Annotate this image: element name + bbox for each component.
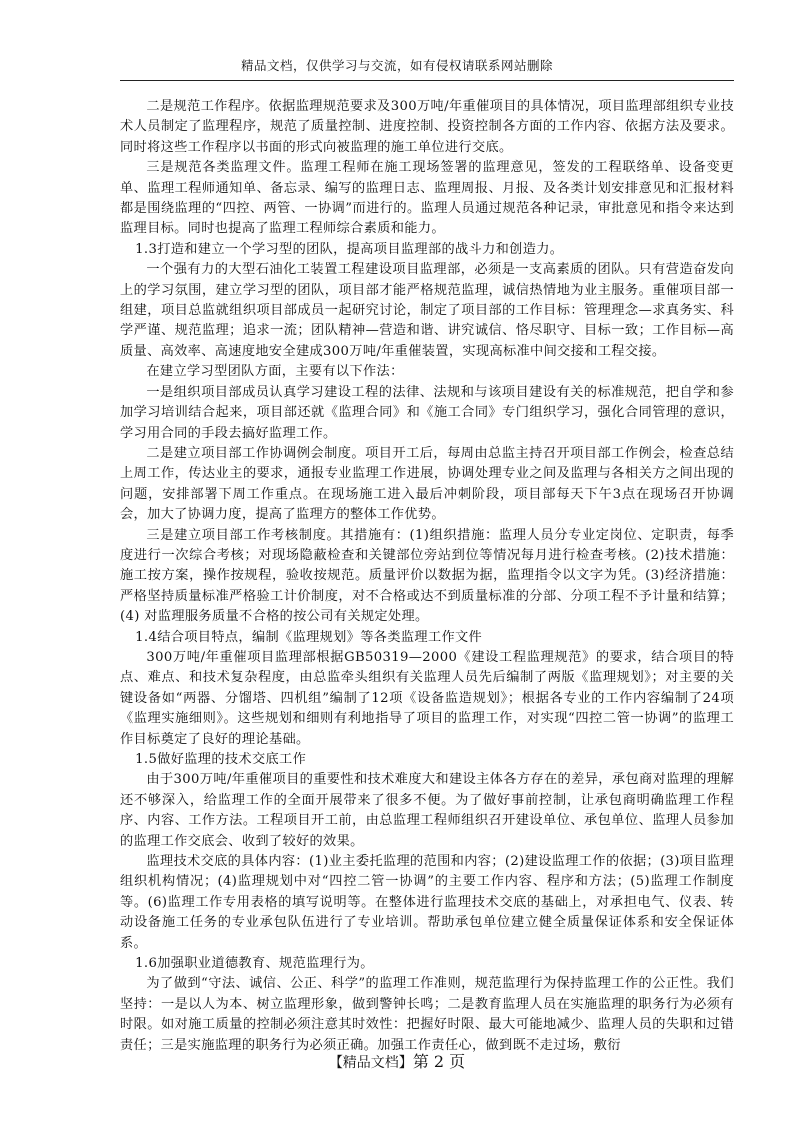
paragraph: 300万吨/年重催项目监理部根据GB50319—2000《建设工程监理规范》的要求，结合项目的特点、难点、和技术复杂程度，由总监牵头组织有关监理人员先后编制了两版《监理规划》；对主要的关键设备如“两器、分馏塔、四机组”编制了12项《设备监造规划》；根据各专业的工作内容编制了24项《监理实施细则》。这些规划和细则有利地指导了项目的监理工作，对实现“四控二管一协调”的监理工作目标奠定了良好的理论基础。: [120, 649, 734, 747]
document-body: [120, 97, 734, 1056]
paragraph: 在建立学习型团队方面，主要有以下作法：: [146, 364, 404, 380]
paragraph: 为了做到“守法、诚信、公正、科学”的监理工作准则，规范监理行为保持监理工作的公正性。我们坚持：一是以人为本、树立监理形象，做到警钟长鸣；二是教育监理人员在实施监理的职务行为必须有时限。如对施工质量的控制必须注意其时效性：把握好时限、最大可能地减少、监理人员的失职和过错责任；三是实施监理的职务行为必须正确。加强工作责任心，做到既不走过场，敷衍: [120, 976, 734, 1053]
section-heading: 1.4结合项目特点，编制《监理规划》等各类监理工作文件: [135, 629, 483, 645]
page-number: 第 2 页: [412, 1052, 466, 1071]
paragraph: 由于300万吨/年重催项目的重要性和技术难度大和建设主体各方存在的差异，承包商对监理的理解还不够深入，给监理工作的全面开展带来了很多不便。为了做好事前控制，让承包商明确监理工作程序、内容、工作方法。工程项目开工前，由总监理工程师组织召开建设单位、承包单位、监理人员参加的监理工作交底会、收到了较好的效果。: [120, 772, 734, 849]
paragraph: 二是规范工作程序。依据监理规范要求及300万吨/年重催项目的具体情况，项目监理部组织专业技术人员制定了监理程序，规范了质量控制、进度控制、投资控制各方面的工作内容、依据方法及要求。同时将这些工作程序以书面的形式向被监理的施工单位进行交底。: [120, 99, 734, 155]
section-heading: 1.6加强职业道德教育、规范监理行为。: [135, 956, 374, 972]
page-footer: [0, 1049, 794, 1072]
paragraph: 监理技术交底的具体内容：(1)业主委托监理的范围和内容；(2)建设监理工作的依据；(3)项目监理组织机构情况；(4)监理规划中对“四控二管一协调”的主要工作内容、程序和方法；(5)监理工作制度等。(6)监理工作专用表格的填写说明等。在整体进行监理技术交底的基础上，对承担电气、仪表、转动设备施工任务的专业承包队伍进行了专业培训。帮助承包单位建立健全质量保证体系和安全保证体系。: [120, 854, 734, 951]
header-divider: [120, 80, 734, 81]
section-heading: 1.3打造和建立一个学习型的团队，提高项目监理部的战斗力和创造力。: [135, 241, 564, 257]
footer-tag: 【精品文档】: [328, 1055, 413, 1071]
paragraph: 二是建立项目部工作协调例会制度。项目开工后，每周由总监主持召开项目部工作例会，检查总结上周工作，传达业主的要求，通报专业监理工作进展，协调处理专业之间及监理与各相关方之间出现的问题，安排部署下周工作重点。在现场施工进入最后冲刺阶段，项目部每天下午3点在现场召开协调会，加大了协调力度，提高了监理方的整体工作优势。: [120, 445, 734, 523]
page-header: 精品文档，仅供学习与交流，如有侵权请联系网站删除: [240, 58, 553, 73]
paragraph: 三是建立项目部工作考核制度。其措施有：(1)组织措施：监理人员分专业定岗位、定职责，每季度进行一次综合考核；对现场隐蔽检查和关键部位旁站到位等情况每月进行检查考核。(2)技术措施：施工按方案，操作按规程，验收按规范。质量评价以数据为据，监理指令以文字为凭。(3)经济措施：严格坚持质量标准严格验工计价制度，对不合格或达不到质量标准的分部、分项工程不予计量和结算；(4) 对监理服务质量不合格的按公司有关规定处理。: [120, 527, 734, 625]
paragraph: 一个强有力的大型石油化工装置工程建设项目监理部，必须是一支高素质的团队。只有营造奋发向上的学习氛围，建立学习型的团队，项目部才能严格规范监理，诚信热情地为业主服务。重催项目部一组建，项目总监就组织项目部成员一起研究讨论，制定了项目部的工作目标：管理理念—求真务实、科学严谨、规范监理；追求一流；团队精神—营造和谐、讲究诚信、恪尽职守、目标一致；工作目标—高质量、高效率、高速度地安全建成300万吨/年重催装置，实现高标准中间交接和工程交接。: [120, 262, 734, 359]
section-heading: 1.5做好监理的技术交底工作: [135, 752, 307, 767]
paragraph: 一是组织项目部成员认真学习建设工程的法律、法规和与该项目建设有关的标准规范，把自学和参加学习培训结合起来，项目部还就《监理合同》和《施工合同》专门组织学习，强化合同管理的意识，学习用合同的手段去搞好监理工作。: [120, 384, 734, 441]
paragraph: 三是规范各类监理文件。监理工程师在施工现场签署的监理意见，签发的工程联络单、设备变更单、监理工程师通知单、备忘录、编写的监理日志、监理周报、月报、及各类计划安排意见和汇报材料都是围绕监理的“四控、两管、一协调”而进行的。监理人员通过规范各种记录，审批意见和指令来达到监理目标。同时也提高了监理工程师综合素质和能力。: [120, 160, 734, 237]
